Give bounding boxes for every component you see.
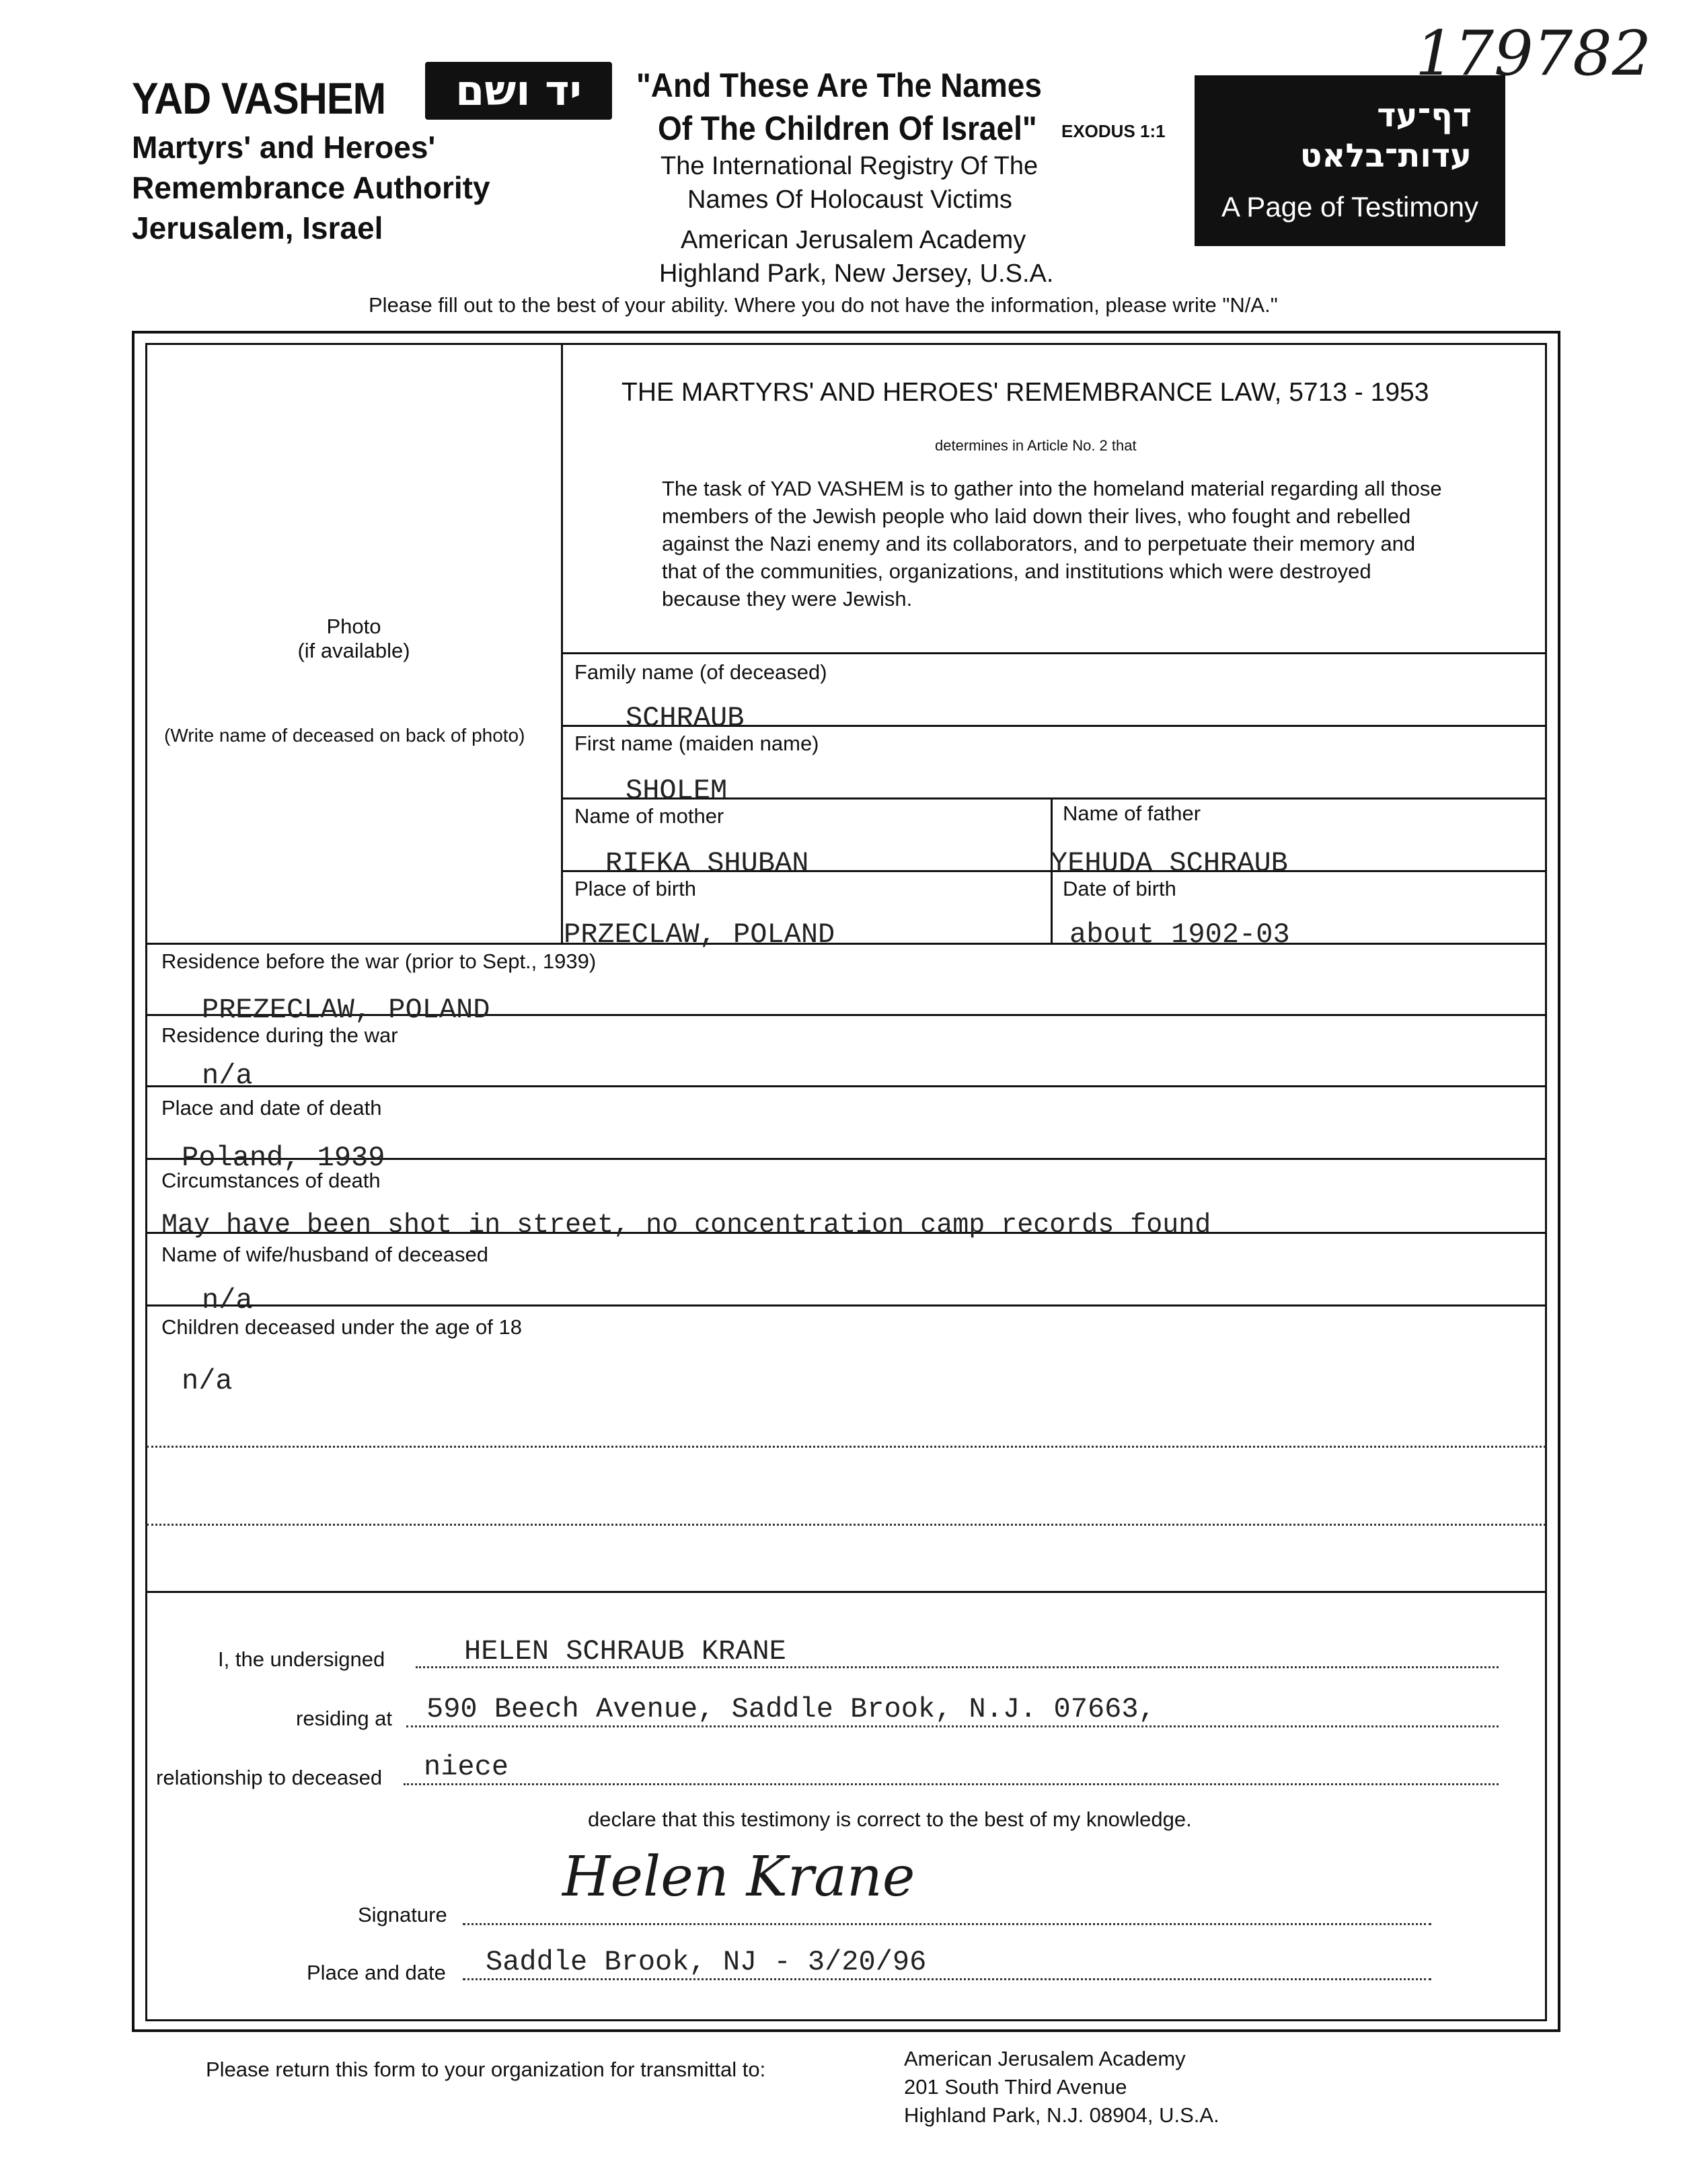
- testimony-english-label: A Page of Testimony: [1221, 191, 1479, 223]
- photo-label: [145, 615, 562, 663]
- return-instructions: Please return this form to your organization for transmittal to:: [206, 2058, 766, 2081]
- yad-vashem-title: YAD VASHEM: [132, 73, 386, 123]
- birth-date-value: about 1902-03: [1069, 919, 1290, 951]
- place-date-line: [463, 1978, 1431, 1980]
- birth-place-value: PRZECLAW, POLAND: [564, 919, 835, 951]
- residence-during-label: Residence during the war: [161, 1023, 398, 1047]
- photo-label-line2: (if available): [297, 639, 410, 662]
- birth-date-label: Date of birth: [1063, 877, 1176, 900]
- divider-residence-during: [147, 1085, 1546, 1087]
- instructions-text: Please fill out to the best of your ability. Where you do not have the information, please write "N/A.": [369, 293, 1278, 317]
- divider-spouse: [147, 1304, 1546, 1306]
- quote-line1: "And These Are The Names: [636, 67, 1042, 104]
- mother-name-label: Name of mother: [574, 804, 724, 828]
- children-dotted-line1: [147, 1446, 1546, 1448]
- first-name-value: SHOLEM: [626, 775, 728, 807]
- relationship-label: relationship to deceased: [156, 1766, 383, 1789]
- law-title: THE MARTYRS' AND HEROES' REMEMBRANCE LAW, 5713 - 1953: [621, 378, 1429, 407]
- birth-place-label: Place of birth: [574, 877, 696, 900]
- residence-during-value: n/a: [202, 1060, 253, 1092]
- circumstances-value: May have been shot in street, no concentration camp records found: [161, 1210, 1211, 1241]
- spouse-label: Name of wife/husband of deceased: [161, 1243, 488, 1266]
- residing-label: residing at: [296, 1707, 393, 1730]
- residence-before-label: Residence before the war (prior to Sept., 1939): [161, 949, 597, 973]
- residing-value: 590 Beech Avenue, Saddle Brook, N.J. 07663,: [426, 1693, 1156, 1725]
- children-label: Children deceased under the age of 18: [161, 1315, 523, 1339]
- academy-line2: Highland Park, New Jersey, U.S.A.: [659, 260, 1054, 288]
- place-date-label: Place and date: [307, 1961, 446, 1984]
- relationship-value: niece: [424, 1751, 509, 1783]
- signature-value: Helen Krane: [562, 1845, 915, 1909]
- father-name-value: YEHUDA SCHRAUB: [1051, 847, 1288, 880]
- undersigned-value: HELEN SCHRAUB KRANE: [464, 1635, 786, 1668]
- testimony-hebrew-line2: עדות־בלאט: [1299, 137, 1472, 175]
- photo-label-line1: Photo: [326, 615, 381, 638]
- divider-children: [147, 1591, 1546, 1593]
- residence-before-value: PREZECLAW, POLAND: [202, 994, 490, 1026]
- photo-note: (Write name of deceased on back of photo): [164, 725, 525, 746]
- address-line2: 201 South Third Avenue: [904, 2075, 1127, 2099]
- children-value: n/a: [182, 1365, 233, 1397]
- mother-name-value: RIFKA SHUBAN: [605, 847, 809, 880]
- org-name-line1: Martyrs' and Heroes': [132, 130, 436, 165]
- law-determines: determines in Article No. 2 that: [935, 437, 1137, 454]
- registry-line2: Names Of Holocaust Victims: [687, 186, 1012, 214]
- law-text: The task of YAD VASHEM is to gather into the homeland material regarding all those members of the Jewish people who laid down their lives, who fought and rebelled against the Nazi enemy and its collaborators, and to perpetuate their memory and that of the communities, organizations, and institutions which were destroyed because they were Jewish.: [662, 477, 1442, 611]
- signature-line: [463, 1923, 1431, 1925]
- declaration-text: declare that this testimony is correct to the best of my knowledge.: [588, 1807, 1192, 1831]
- place-date-value: Saddle Brook, NJ - 3/20/96: [486, 1946, 927, 1978]
- address-line3: Highland Park, N.J. 08904, U.S.A.: [904, 2103, 1219, 2127]
- first-name-label: First name (maiden name): [574, 732, 819, 755]
- quote-line2: Of The Children Of Israel": [658, 110, 1037, 147]
- undersigned-label: I, the undersigned: [218, 1647, 385, 1671]
- signature-label: Signature: [358, 1903, 447, 1926]
- org-name-line2: Remembrance Authority: [132, 170, 490, 205]
- death-place-value: Poland, 1939: [182, 1142, 385, 1174]
- registry-line1: The International Registry Of The: [660, 152, 1039, 180]
- org-name-line3: Jerusalem, Israel: [132, 210, 383, 245]
- exodus-reference: EXODUS 1:1: [1061, 121, 1166, 141]
- father-name-label: Name of father: [1063, 802, 1201, 825]
- relationship-line: [404, 1783, 1499, 1785]
- page-of-testimony-box: [1195, 75, 1505, 246]
- family-name-value: SCHRAUB: [626, 702, 745, 734]
- spouse-value: n/a: [202, 1284, 253, 1317]
- address-line1: American Jerusalem Academy: [904, 2047, 1186, 2070]
- residing-line: [406, 1725, 1499, 1727]
- circumstances-label: Circumstances of death: [161, 1169, 381, 1192]
- divider-birth: [147, 943, 1546, 945]
- yad-vashem-hebrew-logo: יד ושם: [425, 62, 612, 120]
- family-name-label: Family name (of deceased): [574, 660, 827, 684]
- academy-line1: American Jerusalem Academy: [681, 226, 1026, 254]
- death-place-label: Place and date of death: [161, 1096, 382, 1120]
- testimony-hebrew-line1: דף־עד: [1377, 97, 1472, 134]
- divider-law: [562, 652, 1546, 654]
- handwritten-record-number: 179782: [1415, 17, 1652, 89]
- children-dotted-line2: [147, 1524, 1546, 1526]
